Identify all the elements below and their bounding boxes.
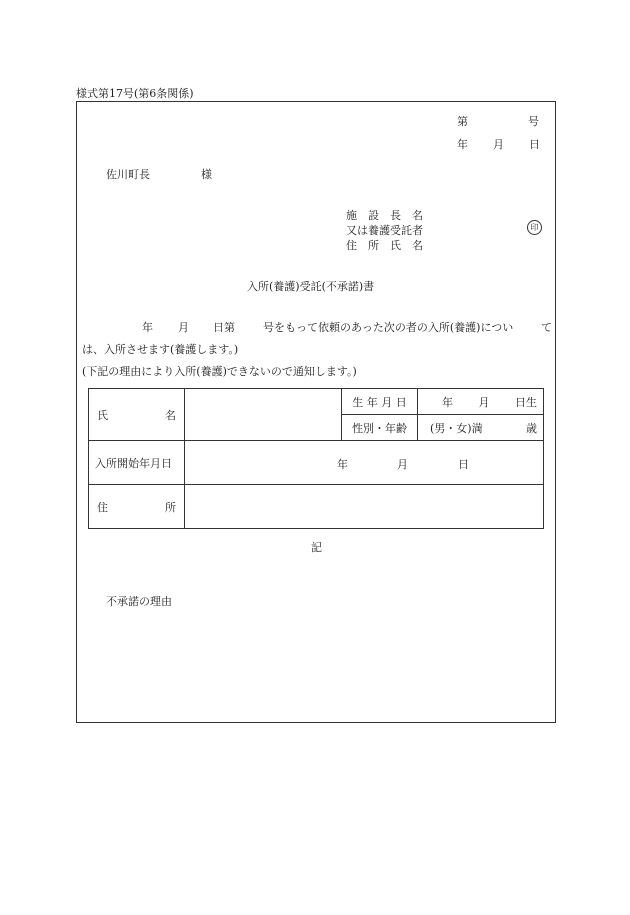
recipient-honorific: 様	[201, 168, 212, 181]
ki-mark: 記	[311, 541, 322, 554]
number-prefix: 第	[457, 115, 468, 128]
name-value-cell	[185, 389, 342, 441]
date-day: 日	[529, 138, 540, 151]
sex-age-label: 性別・年齢	[352, 421, 407, 435]
start-month: 月	[397, 457, 408, 471]
address-label-1: 住	[97, 500, 108, 514]
name-label-2: 名	[165, 408, 176, 422]
start-label-cell	[89, 441, 185, 485]
sex-age-value-cell	[418, 415, 544, 441]
recipient-name: 佐川町長	[106, 168, 150, 181]
subject-table	[88, 388, 544, 529]
sender-line-3: 住 所 氏 名	[346, 239, 423, 252]
body-text-2: は、入所させます(養護します。)	[82, 343, 239, 356]
body-text-1-end: て	[541, 321, 552, 334]
sex-age-label-cell	[342, 415, 418, 441]
birth-day: 日生	[515, 395, 537, 409]
body-day-no: 日第	[213, 321, 235, 334]
birth-label: 生 年 月 日	[352, 395, 407, 409]
address-label-cell	[89, 485, 185, 529]
date-month: 月	[493, 138, 504, 151]
start-label: 入所開始年月日	[95, 456, 172, 470]
name-label-cell	[89, 389, 185, 441]
sender-line-1: 施 設 長 名	[346, 209, 423, 222]
name-label-1: 氏	[97, 408, 108, 422]
seal-mark: 印	[527, 220, 542, 235]
birth-label-cell	[342, 389, 418, 415]
start-value-cell	[185, 441, 544, 485]
date-year: 年	[457, 138, 468, 151]
body-text-3: (下記の理由により入所(養護)できないので通知します。)	[82, 365, 357, 378]
body-text-1: 号をもって依頼のあった次の者の入所(養護)につい	[263, 321, 514, 334]
age-unit: 歳	[526, 421, 537, 435]
sex-value: (男・女)満	[430, 421, 483, 435]
document-title: 入所(養護)受託(不承諾)書	[247, 280, 375, 293]
body-year: 年	[142, 321, 153, 334]
sender-line-2: 又は養護受託者	[346, 224, 423, 237]
start-year: 年	[337, 457, 348, 471]
start-day: 日	[458, 457, 469, 471]
number-suffix: 号	[528, 115, 539, 128]
form-number: 様式第17号(第6条関係)	[76, 87, 194, 100]
address-value-cell	[185, 485, 544, 529]
address-label-2: 所	[165, 500, 176, 514]
birth-month: 月	[478, 395, 490, 409]
reason-label: 不承諾の理由	[106, 595, 172, 608]
birth-value-cell	[418, 389, 544, 415]
birth-year: 年	[442, 395, 453, 409]
body-month: 月	[178, 321, 189, 334]
